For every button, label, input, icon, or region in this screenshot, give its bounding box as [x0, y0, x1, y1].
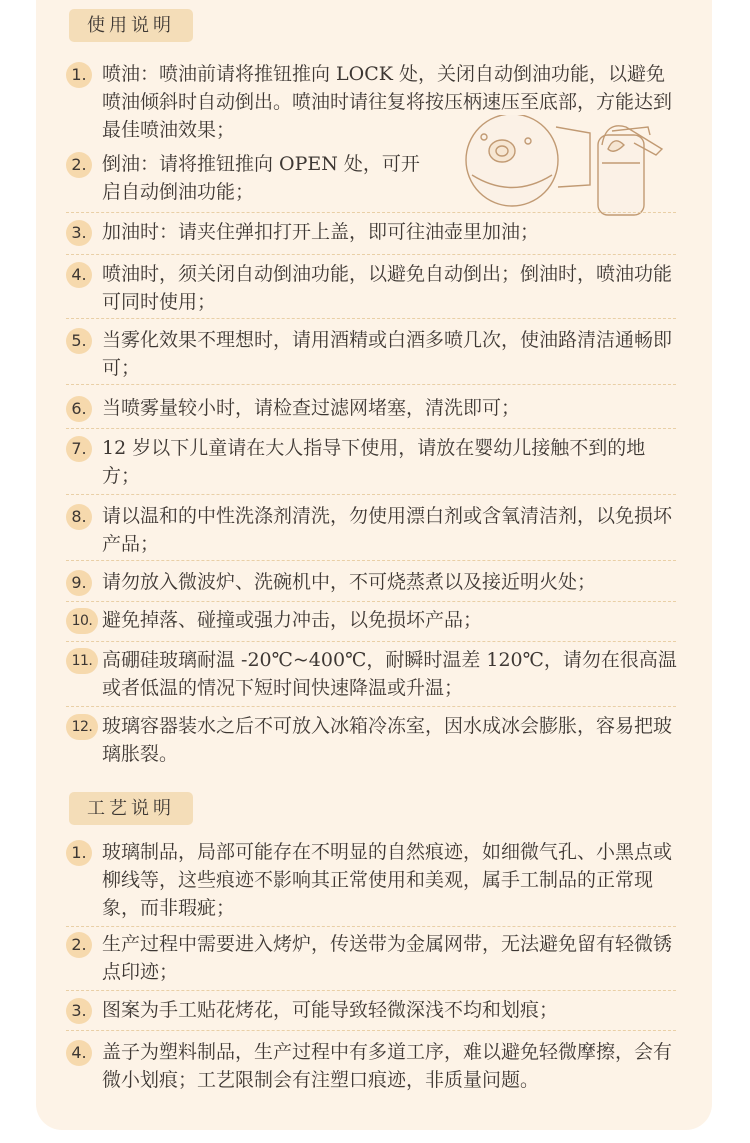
item-number: 4.: [66, 262, 92, 288]
sprayer-illustration: [462, 115, 672, 223]
item-text: 喷油时，须关闭自动倒油功能，以避免自动倒出；倒油时，喷油功能可同时使用；: [102, 263, 673, 313]
item-text: 避免掉落、碰撞或强力冲击，以免损坏产品；: [102, 609, 483, 631]
item-text: 高硼硅玻璃耐温 -20℃~400℃，耐瞬时温差 120℃，请勿在很高温或者低温的情况下短时间快速降温或升温；: [102, 649, 677, 699]
item-number: 11.: [66, 648, 98, 674]
divider: [66, 428, 676, 429]
item-number: 7.: [66, 436, 92, 462]
divider: [66, 926, 676, 927]
item-number: 9.: [66, 570, 92, 596]
item-number: 2.: [66, 932, 92, 958]
divider: [66, 641, 676, 642]
divider: [66, 318, 676, 319]
item-text: 图案为手工贴花烤花，可能导致轻微深浅不均和划痕；: [102, 999, 559, 1021]
item-text: 喷油：喷油前请将推钮推向 LOCK 处，关闭自动倒油功能，以避免喷油倾斜时自动倒出。喷油时请往复将按压柄速压至底部，方能达到最佳喷油效果；: [102, 63, 673, 141]
item-number: 10.: [66, 608, 98, 634]
item-text: 生产过程中需要进入烤炉，传送带为金属网带，无法避免留有轻微锈点印迹；: [102, 933, 673, 983]
item-text: 玻璃容器装水之后不可放入冰箱冷冻室，因水成冰会膨胀，容易把玻璃胀裂。: [102, 715, 673, 765]
divider: [66, 706, 676, 707]
craft-section-title: 工艺说明: [69, 792, 193, 825]
divider: [66, 560, 676, 561]
item-text: 玻璃制品，局部可能存在不明显的自然痕迹，如细微气孔、小黑点或柳线等，这些痕迹不影响其正常使用和美观，属手工制品的正常现象，而非瑕疵；: [102, 841, 673, 919]
divider: [66, 601, 676, 602]
item-text: 盖子为塑料制品，生产过程中有多道工序，难以避免轻微摩擦，会有微小划痕；工艺限制会有注塑口痕迹，非质量问题。: [102, 1041, 673, 1091]
item-number: 1.: [66, 62, 92, 88]
item-number: 3.: [66, 998, 92, 1024]
item-number: 6.: [66, 396, 92, 422]
item-number: 3.: [66, 220, 92, 246]
item-number: 8.: [66, 504, 92, 530]
usage-section-title: 使用说明: [69, 9, 193, 42]
item-text: 请勿放入微波炉、洗碗机中，不可烧蒸煮以及接近明火处；: [102, 571, 597, 593]
item-number: 12.: [66, 714, 98, 740]
item-text: 12 岁以下儿童请在大人指导下使用，请放在婴幼儿接触不到的地方；: [102, 437, 646, 487]
item-text: 加油时：请夹住弹扣打开上盖，即可往油壶里加油；: [102, 221, 540, 243]
item-text: 当雾化效果不理想时，请用酒精或白酒多喷几次，使油路清洁通畅即可；: [102, 329, 673, 379]
divider: [66, 1030, 676, 1031]
divider: [66, 212, 676, 213]
divider: [66, 384, 676, 385]
item-text: 请以温和的中性洗涤剂清洗，勿使用漂白剂或含氧清洁剂，以免损坏产品；: [102, 505, 673, 555]
divider: [66, 990, 676, 991]
item-text: 当喷雾量较小时，请检查过滤网堵塞，清洗即可；: [102, 397, 521, 419]
item-number: 4.: [66, 1040, 92, 1066]
item-number: 1.: [66, 840, 92, 866]
divider: [66, 254, 676, 255]
item-text: 倒油：请将推钮推向 OPEN 处，可开启自动倒油功能；: [102, 153, 420, 203]
item-number: 5.: [66, 328, 92, 354]
item-number: 2.: [66, 152, 92, 178]
divider: [66, 494, 676, 495]
